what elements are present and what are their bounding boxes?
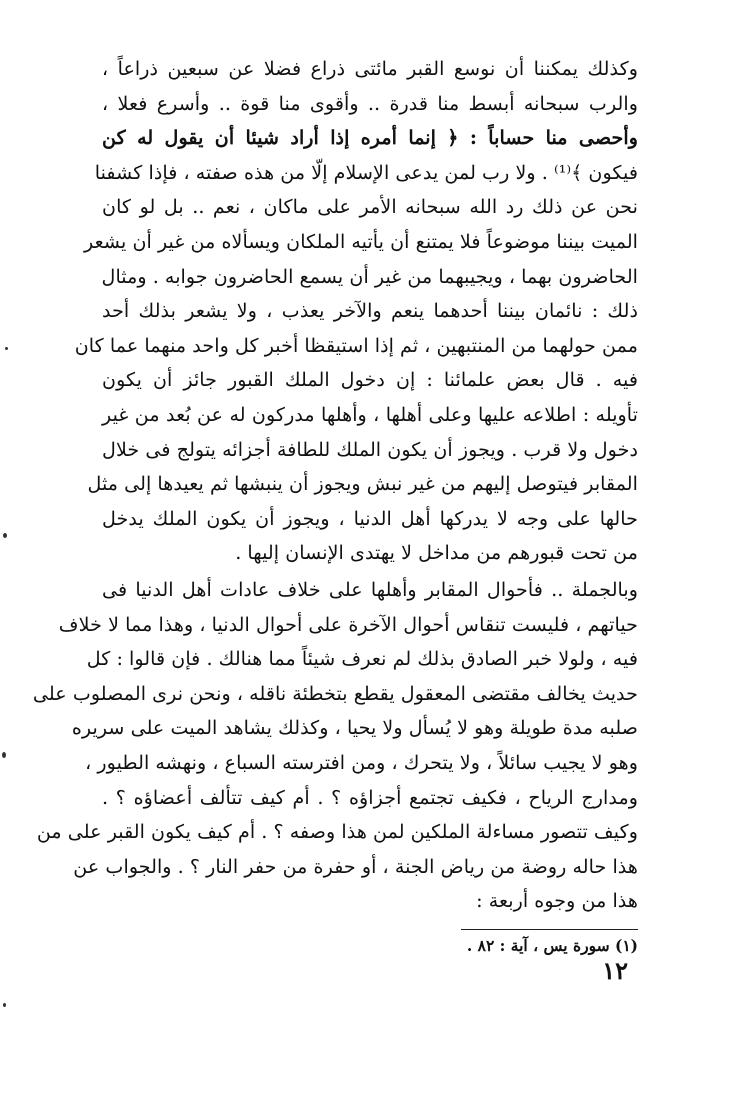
paragraph-2 bbox=[32, 573, 638, 919]
text-line: حياتهم ، فليست تنقاس أحوال الآخرة على أحوال الدنيا ، وهذا مما لا خلاف bbox=[58, 612, 638, 636]
text-line: حالها على وجه لا يدركها أهل الدنيا ، ويجوز أن يكون الملك يدخل bbox=[102, 506, 638, 530]
text-line: وأحصى منا حساباً : ﴿ إنما أمره إذا أراد شيئا أن يقول له كن bbox=[102, 126, 638, 150]
scan-speck bbox=[3, 1003, 6, 1007]
page-number: ١٢ bbox=[602, 956, 628, 985]
text-line: نحن عن ذلك رد الله سبحانه الأمر على ماكان ، نعم .. بل لو كان bbox=[102, 195, 638, 219]
text-line: المقابر فيتوصل إليهم من غير نبش ويجوز أن ينبشها ثم يعيدها إلى مثل bbox=[87, 472, 638, 496]
text-line: هذا من وجوه أربعة : bbox=[476, 889, 638, 913]
text-line: فيكون ﴾⁽¹⁾ . ولا رب لمن يدعى الإسلام إلّا من هذه صفته ، فإذا كشفنا bbox=[94, 160, 638, 184]
text-line: فيه ، ولولا خبر الصادق بذلك لم نعرف شيئاً مما هنالك . فإن قالوا : كل bbox=[86, 647, 638, 671]
text-line: ذلك : نائمان بيننا أحدهما ينعم والآخر يعذب ، ولا يشعر بذلك أحد bbox=[102, 299, 638, 323]
scan-speck bbox=[5, 347, 8, 350]
text-line: الحاضرون بهما ، ويجيبهما من غير أن يسمع الحاضرون جوابه . ومثال bbox=[101, 264, 638, 288]
footnote: (١) سورة يس ، آية : ٨٢ . bbox=[466, 936, 638, 955]
text-line: الميت بيننا موضوعاً فلا يمتنع أن يأتيه الملكان ويسألاه من غير أن يشعر bbox=[84, 229, 638, 253]
text-line: فيه . قال بعض علمائنا : إن دخول الملك القبور جائز أن يكون bbox=[102, 368, 638, 392]
scan-speck bbox=[2, 752, 6, 758]
text-line: هذا حاله روضة من رياض الجنة ، أو حفرة من حفر النار ؟ . والجواب عن bbox=[73, 854, 638, 878]
text-line: صلبه مدة طويلة وهو لا يُسأل ولا يحيا ، وكذلك يشاهد الميت على سريره bbox=[71, 716, 638, 740]
text-line: وبالجملة .. فأحوال المقابر وأهلها على خلاف عادات أهل الدنيا فى bbox=[102, 578, 638, 601]
text-line: وهو لا يجيب سائلاً ، ولا يتحرك ، ومن افترسته السباع ، ونهشه الطيور ، bbox=[85, 750, 638, 774]
text-line: وكيف تتصور مساءلة الملكين لمن هذا وصفه ؟ . أم كيف يكون القبر على من bbox=[36, 820, 638, 844]
text-line: حديث يخالف مقتضى المعقول يقطع بتخطئة ناقله ، ونحن نرى المصلوب على bbox=[32, 681, 638, 705]
text-line: والرب سبحانه أبسط منا قدرة .. وأقوى منا قوة .. وأسرع فعلا ، bbox=[102, 91, 638, 115]
footnote-divider bbox=[461, 929, 638, 930]
text-line: ومدارج الرياح ، فكيف تجتمع أجزاؤه ؟ . أم كيف تتألف أعضاؤه ؟ . bbox=[102, 785, 638, 809]
text-line: وكذلك يمكننا أن نوسع القبر مائتى ذراع فضلا عن سبعين ذراعاً ، bbox=[102, 57, 638, 80]
scan-speck bbox=[3, 533, 7, 538]
text-line: تأويله : اطلاعه عليها وعلى أهلها ، وأهلها مدركون له عن بُعد من غير bbox=[102, 402, 638, 426]
text-line: دخول ولا قرب . ويجوز أن يكون الملك للطافة أجزائه يتولج فى خلال bbox=[102, 437, 638, 461]
paragraph-1 bbox=[74, 52, 638, 571]
text-line: ممن حولهما من المنتبهين ، ثم إذا استيقظا أخبر كل واحد منهما عما كان bbox=[74, 333, 638, 357]
text-line: من تحت قبورهم من مداخل لا يهتدى الإنسان إليها . bbox=[235, 541, 638, 565]
